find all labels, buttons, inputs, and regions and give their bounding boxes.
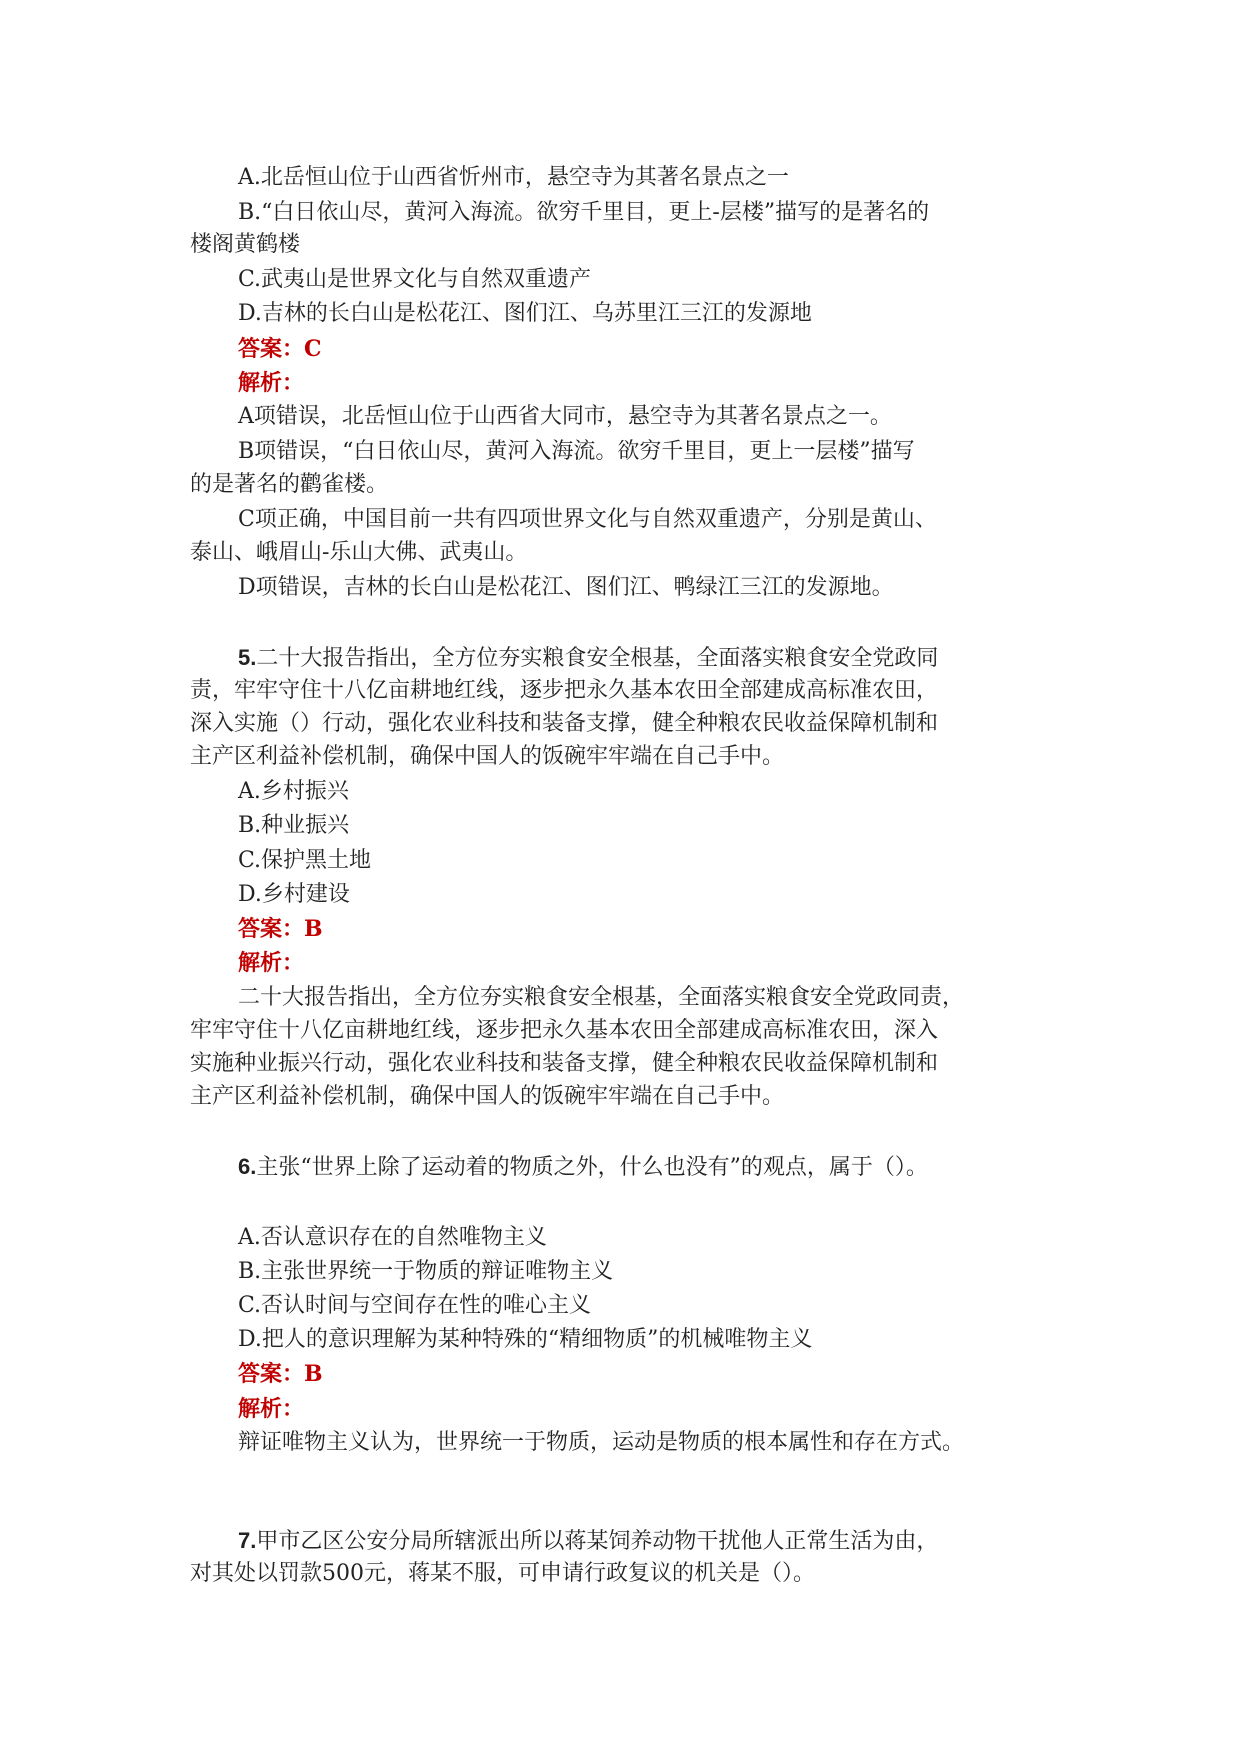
q5-option-b: B.种业振兴 xyxy=(238,813,350,838)
q5-stem-line: 主产区利益补偿机制，确保中国人的饭碗牢牢端在自己手中。 xyxy=(190,744,785,769)
q6-stem-text: 主张“世界上除了运动着的物质之外，什么也没有”的观点，属于（）。 xyxy=(256,1155,928,1180)
q5-analysis-line: 二十大报告指出，全方位夯实粮食安全根基，全面落实粮食安全党政同责， xyxy=(238,985,965,1010)
q4-analysis-line: 泰山、峨眉山-乐山大佛、武夷山。 xyxy=(190,540,528,565)
q5-stem-line: 深入实施（）行动，强化农业科技和装备支撑，健全种粮农民收益保障机制和 xyxy=(190,711,939,736)
q5-stem-line: 二十大报告指出，全方位夯实粮食安全根基，全面落实粮食安全党政同 xyxy=(256,646,939,671)
q6-option-a: A.否认意识存在的自然唯物主义 xyxy=(238,1225,547,1250)
q5-analysis-line: 牢牢守住十八亿亩耕地红线，逐步把永久基本农田全部建成高标准农田，深入 xyxy=(190,1018,939,1043)
q6-answer: 答案：B xyxy=(238,1361,323,1387)
q7-stem-first xyxy=(238,1526,938,1556)
q6-number: 6. xyxy=(238,1154,257,1179)
q4-analysis-line: C项正确，中国目前一共有四项世界文化与自然双重遗产，分别是黄山、 xyxy=(238,507,937,532)
q4-analysis-line: 的是著名的鹳雀楼。 xyxy=(190,472,389,497)
q5-stem-line: 责，牢牢守住十八亿亩耕地红线，逐步把永久基本农田全部建成高标准农田， xyxy=(190,678,939,703)
q7-stem-line: 对其处以罚款500元，蒋某不服，可申请行政复议的机关是（）。 xyxy=(190,1561,815,1586)
q4-answer: 答案：C xyxy=(238,336,322,362)
q4-option-a: A.北岳恒山位于山西省忻州市，悬空寺为其著名景点之一 xyxy=(238,165,789,190)
q5-option-c: C.保护黑土地 xyxy=(238,848,372,873)
q5-number: 5. xyxy=(238,645,257,670)
q5-option-a: A.乡村振兴 xyxy=(238,779,349,804)
q4-option-b: B.“白日依山尽，黄河入海流。欲穷千里目，更上-层楼”描写的是著名的 xyxy=(238,200,930,225)
q6-stem xyxy=(238,1152,928,1182)
q5-analysis-label: 解析： xyxy=(238,950,305,976)
q4-option-d: D.吉林的长白山是松花江、图们江、乌苏里江三江的发源地 xyxy=(238,301,812,326)
q5-analysis-line: 主产区利益补偿机制，确保中国人的饭碗牢牢端在自己手中。 xyxy=(190,1084,785,1109)
q5-stem-first xyxy=(238,643,938,673)
q7-number: 7. xyxy=(238,1528,257,1553)
q6-analysis-label: 解析： xyxy=(238,1396,305,1422)
q6-option-c: C.否认时间与空间存在性的唯心主义 xyxy=(238,1293,592,1318)
q6-option-d: D.把人的意识理解为某种特殊的“精细物质”的机械唯物主义 xyxy=(238,1327,813,1352)
q4-analysis-line: A项错误，北岳恒山位于山西省大同市，悬空寺为其著名景点之一。 xyxy=(238,404,892,429)
q6-analysis-line: 辩证唯物主义认为，世界统一于物质，运动是物质的根本属性和存在方式。 xyxy=(238,1430,965,1455)
q4-option-b-cont: 楼阁黄鹤楼 xyxy=(190,232,301,257)
q5-option-d: D.乡村建设 xyxy=(238,882,350,907)
q5-analysis-line: 实施种业振兴行动，强化农业科技和装备支撑，健全种粮农民收益保障机制和 xyxy=(190,1051,939,1076)
q4-analysis-label: 解析： xyxy=(238,370,305,396)
q4-analysis-line: B项错误，“白日依山尽，黄河入海流。欲穷千里目，更上一层楼”描写 xyxy=(238,439,915,464)
q6-option-b: B.主张世界统一于物质的辩证唯物主义 xyxy=(238,1259,614,1284)
q4-analysis-line: D项错误，吉林的长白山是松花江、图们江、鸭绿江三江的发源地。 xyxy=(238,575,894,600)
q5-answer: 答案：B xyxy=(238,916,323,942)
q4-option-c: C.武夷山是世界文化与自然双重遗产 xyxy=(238,267,592,292)
q7-stem-line: 甲市乙区公安分局所辖派出所以蒋某饲养动物干扰他人正常生活为由， xyxy=(256,1529,939,1554)
